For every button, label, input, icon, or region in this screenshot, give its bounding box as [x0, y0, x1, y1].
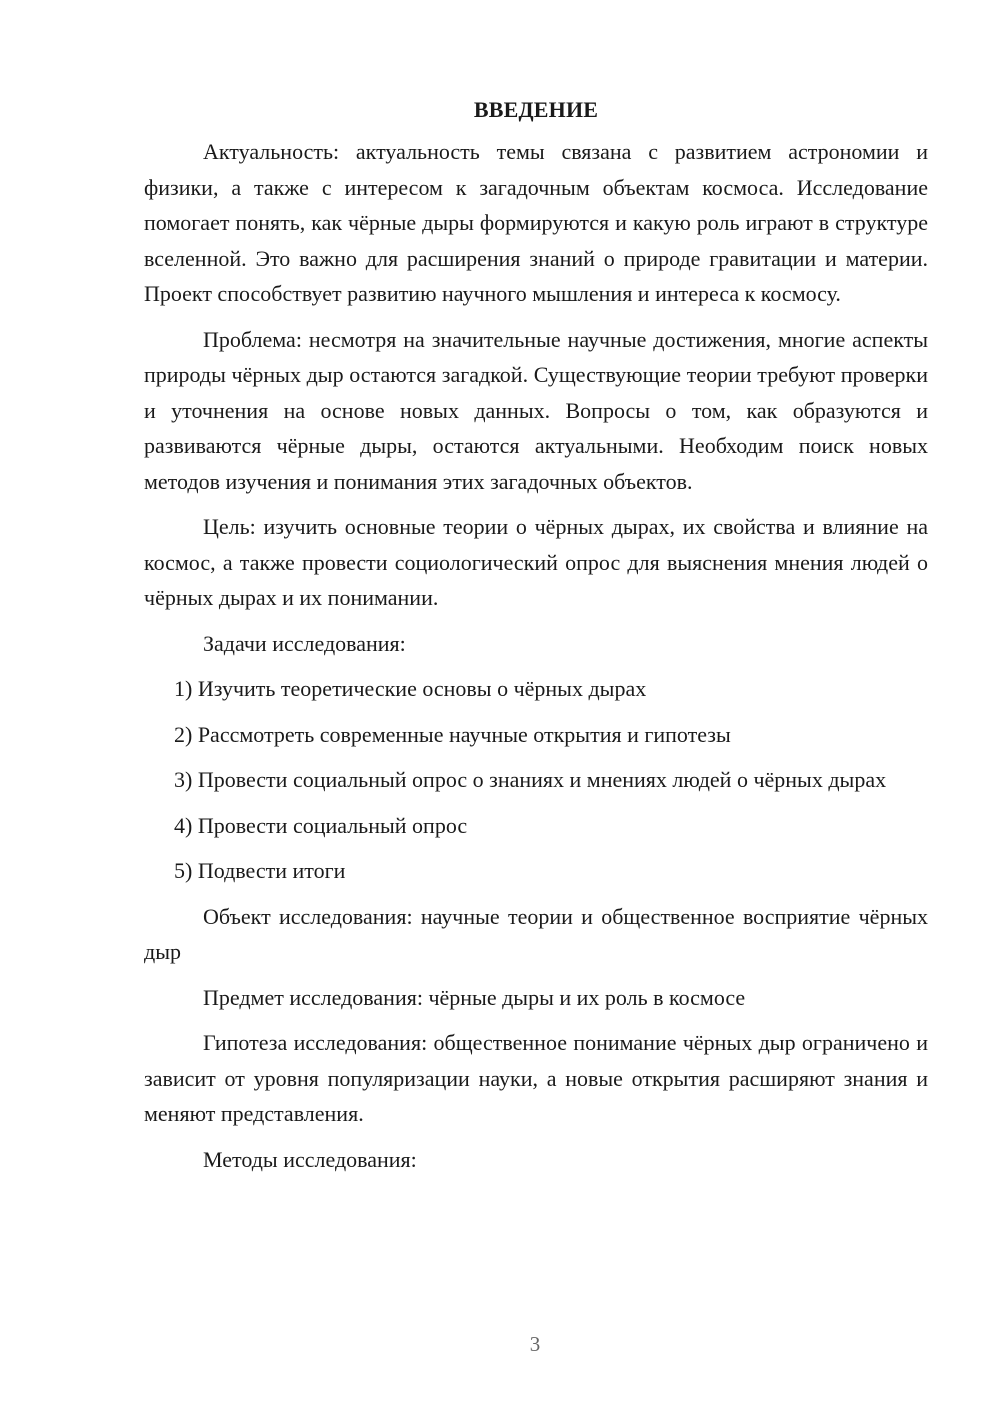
paragraph-tasks-heading: Задачи исследования: [203, 630, 406, 656]
page-number: 3 [529, 1332, 541, 1356]
section-heading: ВВЕДЕНИЕ [473, 97, 599, 122]
paragraph-goal: Цель: изучить основные теории о чёрных дырах, их свойства и влияние на космос, а также провести социологический опрос для выяснения мнения людей о чёрных дырах и их понимании. [144, 514, 928, 610]
paragraph-methods: Методы исследования: [203, 1146, 417, 1172]
paragraph-problem: Проблема: несмотря на значительные научные достижения, многие аспекты природы чёрных дыр остаются загадкой. Существующие теории требуют проверки и уточнения на основе новых данных. Вопросы о том, как образуются и развиваются чёрные дыры, остаются актуальными. Необходим поиск новых методов изучения и понимания этих загадочных объектов. [144, 326, 928, 494]
task-item-4: 4) Провести социальный опрос [174, 812, 468, 838]
paragraph-relevance: Актуальность: актуальность темы связана с развитием астрономии и физики, а также с интересом к загадочным объектам космоса. Исследование помогает понять, как чёрные дыры формируются и какую роль играют в структуре вселенной. Это важно для расширения знаний о природе гравитации и материи. Проект способствует развитию научного мышления и интереса к космосу. [144, 139, 928, 306]
document-page [144, 92, 928, 1187]
paragraph-object: Объект исследования: научные теории и общественное восприятие чёрных дыр [144, 903, 928, 964]
paragraph-hypothesis: Гипотеза исследования: общественное понимание чёрных дыр ограничено и зависит от уровня популяризации науки, а новые открытия расширяют знания и меняют представления. [144, 1030, 928, 1126]
task-item-1: 1) Изучить теоретические основы о чёрных дырах [174, 676, 647, 701]
task-item-5: 5) Подвести итоги [174, 858, 346, 883]
task-item-2: 2) Рассмотреть современные научные открытия и гипотезы [174, 721, 731, 747]
paragraph-subject: Предмет исследования: чёрные дыры и их роль в космосе [203, 984, 746, 1010]
task-item-3: 3) Провести социальный опрос о знаниях и мнениях людей о чёрных дырах [174, 767, 887, 792]
